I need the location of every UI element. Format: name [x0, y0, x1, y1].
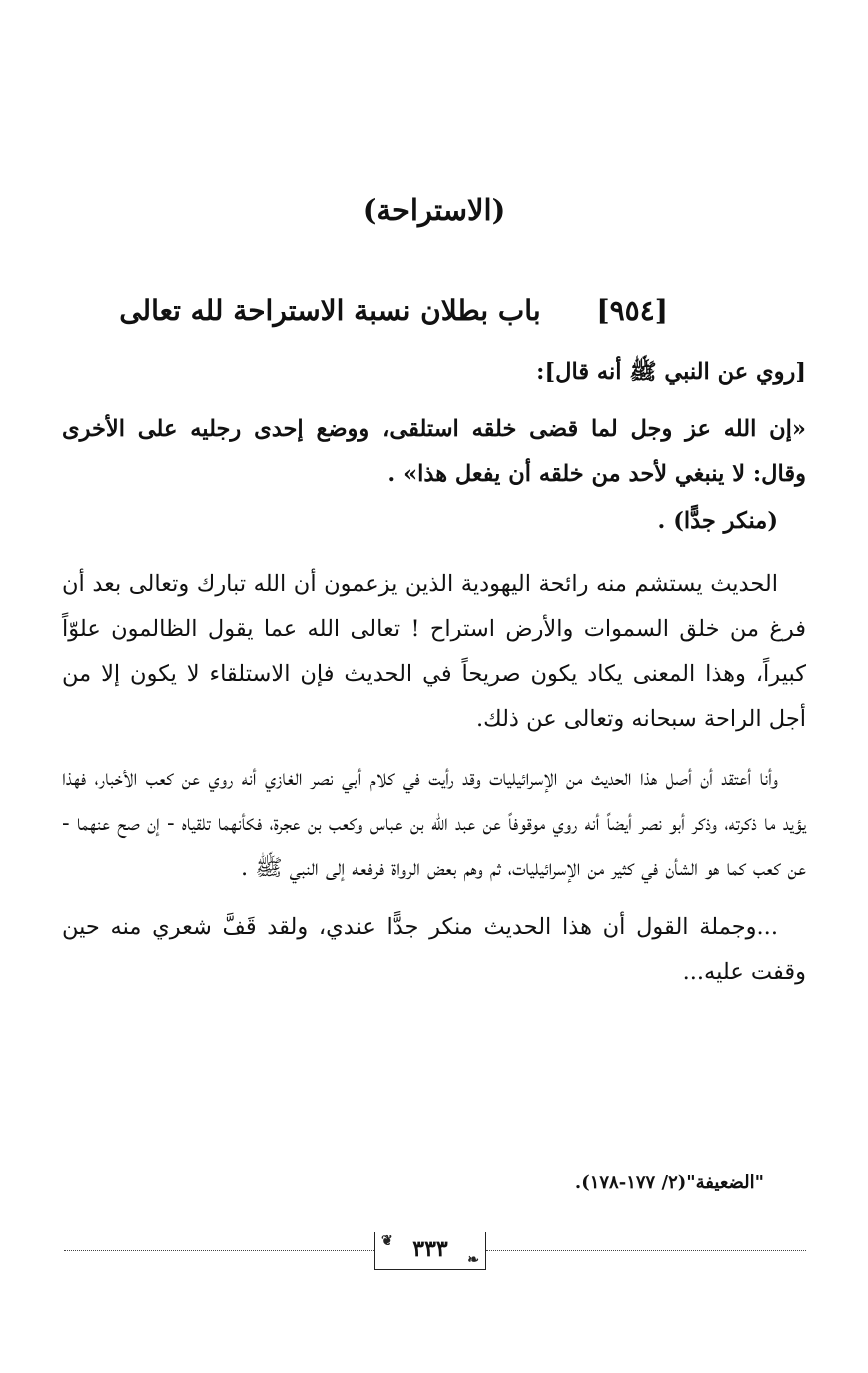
- ornament-icon: ❦: [381, 1233, 393, 1249]
- source-reference: "الضعيفة"(٢/ ١٧٧-١٧٨).: [574, 1172, 764, 1193]
- section-title: (الاستراحة): [362, 193, 506, 227]
- body-text: [62, 350, 806, 1009]
- commentary-paragraph-3: ...وجملة القول أن هذا الحديث منكر جدًّا عندي، ولقد قَفَّ شعري منه حين وقفت عليه...: [62, 914, 806, 985]
- page-number-box: [374, 1232, 486, 1270]
- chapter-number: [٩٥٤]: [596, 294, 668, 327]
- ornament-icon: ❧: [467, 1252, 479, 1268]
- chapter-heading: [119, 289, 668, 333]
- footer-rule-right: [486, 1250, 806, 1251]
- commentary-paragraph-2: وأنا أعتقد أن أصل هذا الحديث من الإسرائيليات وقد رأيت في كلام أبي نصر الغازي أنه روي عن كعب الأخبار، فهذا يؤيد ما ذكرته، وذكر أبو نصر أيضاً أنه روي موقوفاً عن عبد الله بن عباس وكعب بن عجرة، فكأنهما تلقياه - إن صح عنهما - عن كعب كما هو الشأن في كثير من الإسرائيليات، ثم وهم بعض الرواة فرفعه إلى النبي ﷺ .: [62, 765, 806, 881]
- commentary-paragraph-1: الحديث يستشم منه رائحة اليهودية الذين يزعمون أن الله تبارك وتعالى بعد أن فرغ من خلق السموات والأرض استراح ! تعالى الله عما يقول الظالمون علوّاً كبيراً، وهذا المعنى يكاد يكون صريحاً في الحديث فإن الاستلقاء لا يكون إلا من أجل الراحة سبحانه وتعالى عن ذلك.: [62, 571, 806, 732]
- chapter-title: باب بطلان نسبة الاستراحة لله تعالى: [119, 294, 541, 327]
- hadith-text: «إن الله عز وجل لما قضى خلقه استلقى، ووضع إحدى رجليه على الأخرى وقال: لا ينبغي لأحد من خلقه أن يفعل هذا» .: [62, 416, 806, 487]
- hadith-intro: [روي عن النبي ﷺ أنه قال]:: [536, 359, 806, 385]
- footer-rule-left: [64, 1250, 374, 1251]
- hadith-grading: (منكر جدًّا) .: [657, 508, 778, 534]
- page-number: ٣٣٣: [412, 1236, 448, 1262]
